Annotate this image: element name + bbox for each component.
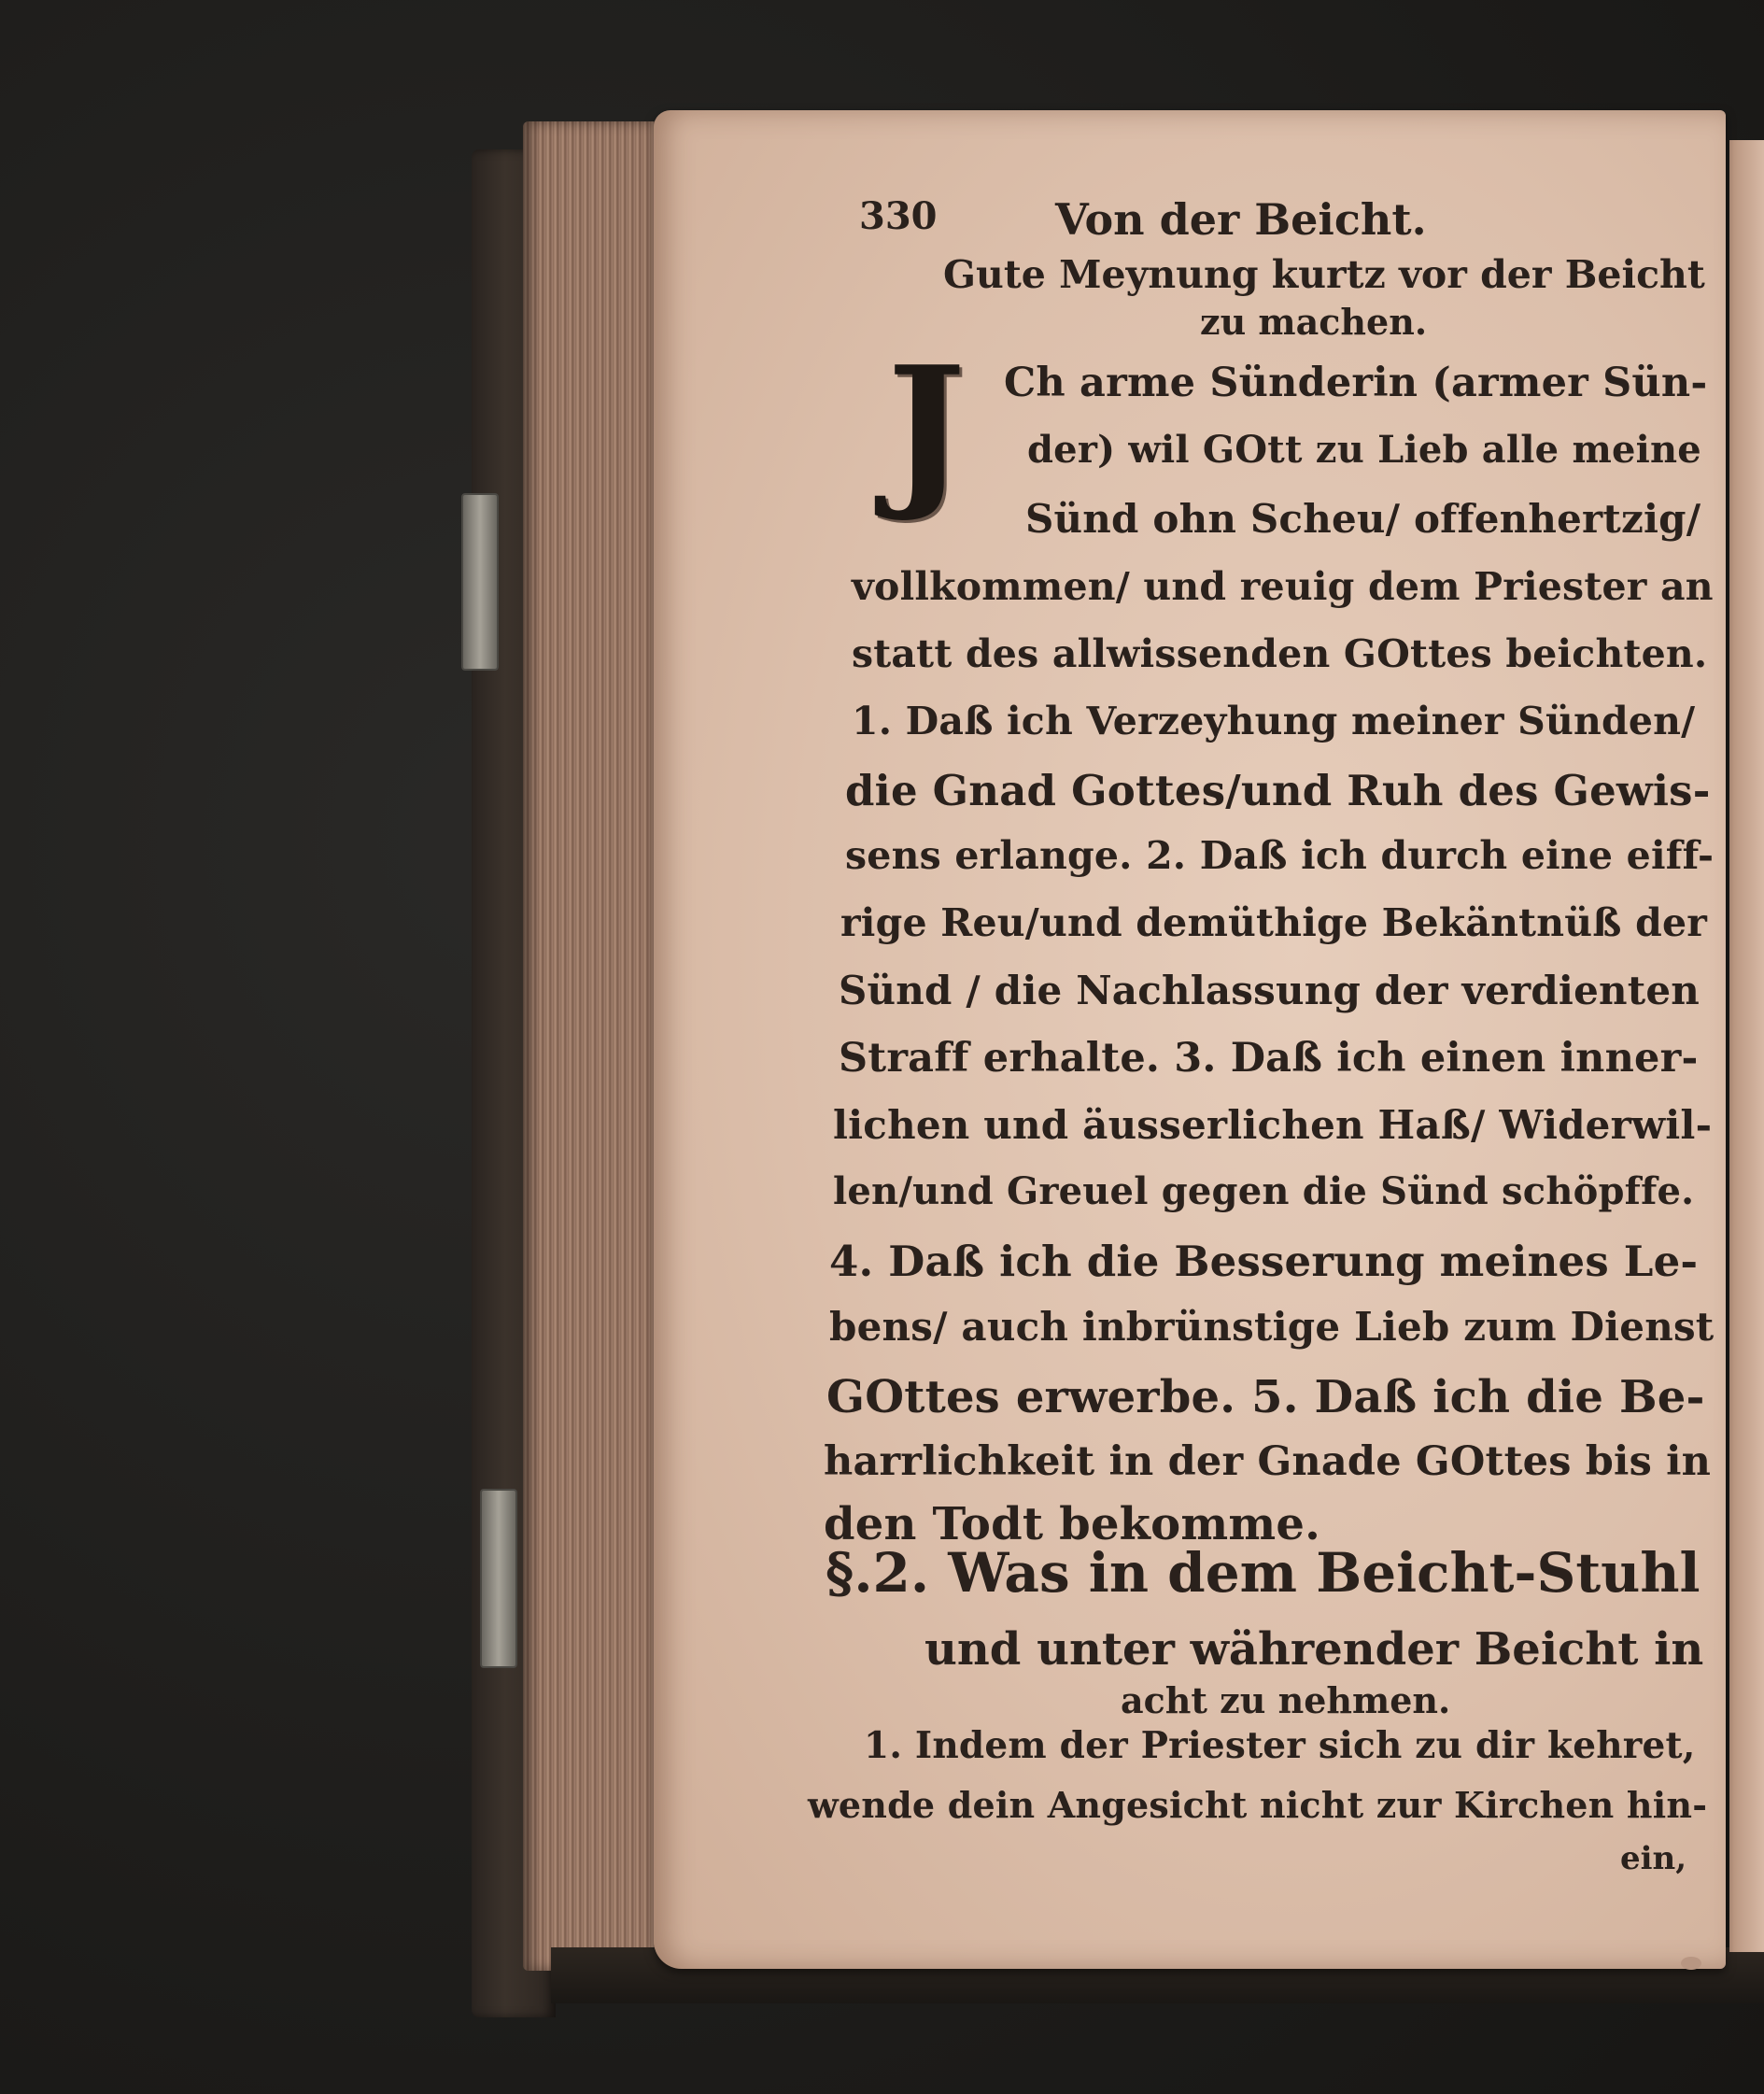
body-line: Sünd ohn Scheu/ offenhertzig/ xyxy=(1025,496,1701,542)
body-line: statt des allwissenden GOttes beichten. xyxy=(852,631,1708,676)
drop-capital: J xyxy=(886,330,967,525)
body-line: 4. Daß ich die Besserung meines Le- xyxy=(829,1237,1699,1286)
body-line: Straff erhalte. 3. Daß ich einen inner- xyxy=(839,1035,1699,1082)
body-line: GOttes erwerbe. 5. Daß ich die Be- xyxy=(826,1371,1705,1423)
body-line: harrlichkeit in der Gnade GOttes bis in xyxy=(824,1438,1712,1485)
metal-clasp-bottom xyxy=(480,1489,517,1668)
body-line: vollkommen/ und reuig dem Priester an xyxy=(852,564,1714,609)
section-2-subheading: und unter währender Beicht in xyxy=(924,1623,1704,1676)
body-line: wende dein Angesicht nicht zur Kirchen hin- xyxy=(808,1784,1708,1826)
running-title: Von der Beicht. xyxy=(1055,194,1427,245)
body-line: der) wil GOtt zu Lieb alle meine xyxy=(1027,428,1701,472)
body-line: Ch arme Sünderin (armer Sün- xyxy=(1004,360,1708,406)
catchword: ein, xyxy=(1620,1840,1687,1877)
body-line: 1. Indem der Priester sich zu dir kehret, xyxy=(864,1724,1696,1767)
body-line: Sünd / die Nachlassung der verdienten xyxy=(839,968,1700,1013)
body-line: lichen und äusserlichen Haß/ Widerwil- xyxy=(833,1102,1713,1148)
body-line: sens erlange. 2. Daß ich durch eine eiff- xyxy=(845,833,1715,878)
body-line: len/und Greuel gegen die Sünd schöpffe. xyxy=(833,1169,1695,1213)
page-number: 330 xyxy=(859,194,938,238)
section-heading-cont: zu machen. xyxy=(1200,301,1428,343)
page-stain xyxy=(1681,1957,1701,1970)
section-2-subheading-cont: acht zu nehmen. xyxy=(1121,1679,1451,1721)
body-line: die Gnad Gottes/und Ruh des Gewis- xyxy=(845,766,1711,815)
metal-clasp-top xyxy=(461,493,499,671)
body-line: 1. Daß ich Verzeyhung meiner Sünden/ xyxy=(852,699,1696,743)
body-line: den Todt bekomme. xyxy=(824,1498,1320,1550)
body-line: bens/ auch inbrünstige Lieb zum Dienst xyxy=(829,1304,1715,1350)
body-line: rige Reu/und demüthige Bekäntnüß der xyxy=(840,900,1708,945)
section-heading: Gute Meynung kurtz vor der Beicht xyxy=(943,252,1705,297)
facing-page-edge xyxy=(1729,140,1764,1952)
section-2-heading: §.2. Was in dem Beicht-Stuhl xyxy=(826,1541,1700,1605)
